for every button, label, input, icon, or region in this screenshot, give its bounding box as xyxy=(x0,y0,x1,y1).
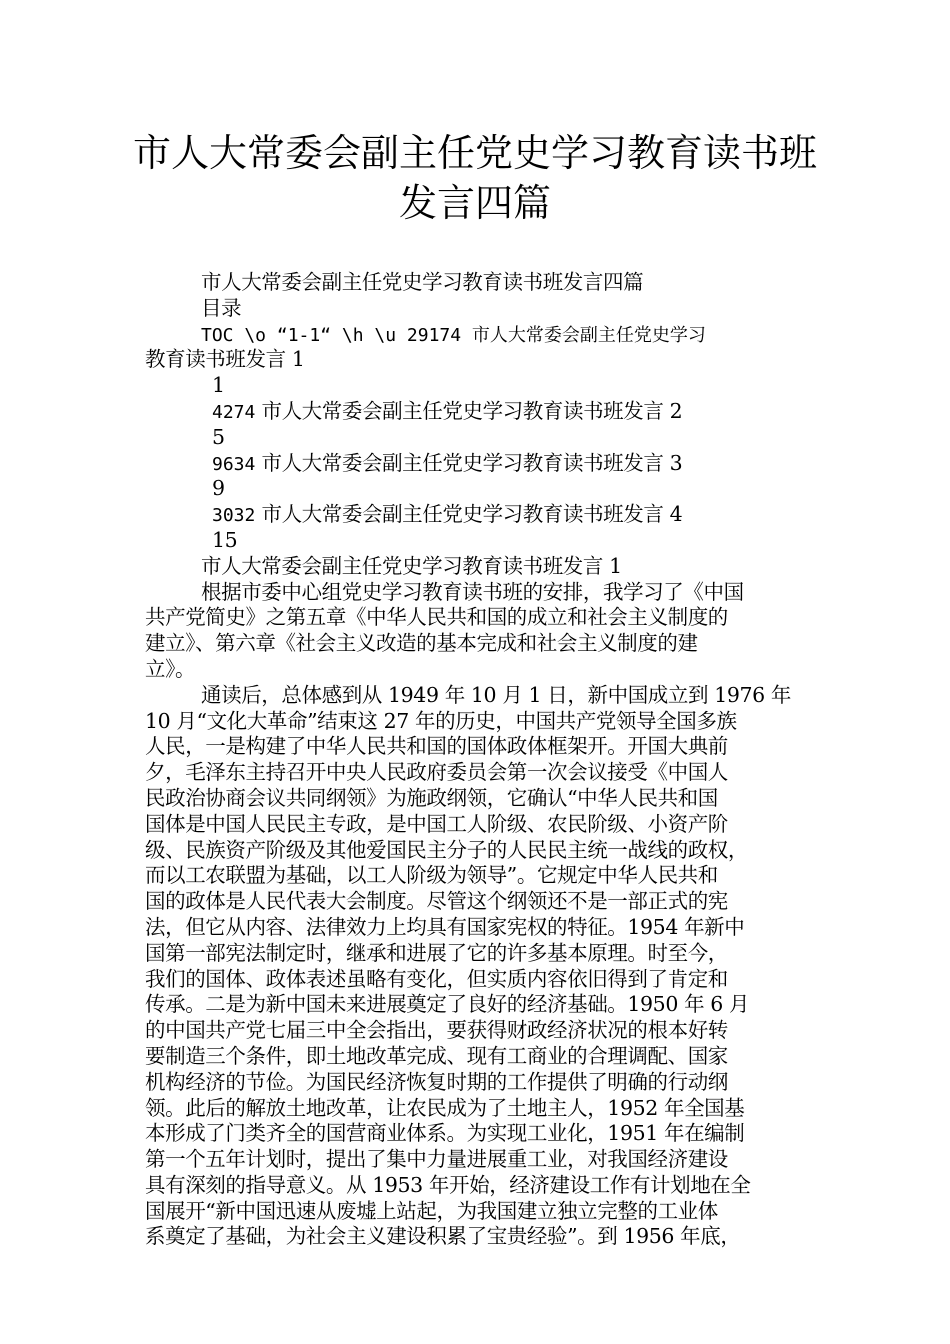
toc-field-code xyxy=(145,322,825,348)
paragraph-line: 立》。 xyxy=(145,656,196,681)
section-heading: 市人大常委会副主任党史学习教育读书班发言 1 xyxy=(201,553,622,578)
paragraph-line: 夕，毛泽东主持召开中央人民政府委员会第一次会议接受《中国人 xyxy=(145,760,728,785)
title-line-1: 市人大常委会副主任党史学习教育读书班 xyxy=(132,131,817,175)
toc-entry-text: 市人大常委会副主任党史学习教育读书班发言 2 xyxy=(261,398,683,423)
document-body xyxy=(145,270,825,1250)
paragraph-line: 国体是中国人民民主专政，是中国工人阶级、农民阶级、小资产阶 xyxy=(145,811,728,836)
paragraph-line: 建立》、第六章《社会主义改造的基本完成和社会主义制度的建 xyxy=(145,631,698,656)
toc-entry[interactable] xyxy=(145,451,825,477)
toc-entry[interactable] xyxy=(145,399,825,425)
paragraph-line: 具有深刻的指导意义。从 1953 年开始，经济建设工作有计划地在全 xyxy=(145,1172,751,1197)
paragraph-line: 第一个五年计划时，提出了集中力量进展重工业，对我国经济建设 xyxy=(145,1147,728,1172)
paragraph-line: 民政治协商会议共同纲领》为施政纲领，它确认“中华人民共和国 xyxy=(145,785,718,810)
paragraph-1 xyxy=(145,580,825,683)
document-title xyxy=(100,128,850,228)
paragraph-line: 国的政体是人民代表大会制度。尽管这个纲领还不是一部正式的宪 xyxy=(145,889,728,914)
paragraph-line: 机构经济的节俭。为国民经济恢复时期的工作提供了明确的行动纲 xyxy=(145,1069,728,1094)
paragraph-line: 国第一部宪法制定时，继承和进展了它的许多基本原理。时至今， xyxy=(145,940,728,965)
paragraph-line: 级、民族资产阶级及其他爱国民主分子的人民民主统一战线的政权， xyxy=(145,837,748,862)
paragraph-line: 法，但它从内容、法律效力上均具有国家宪权的特征。1954 年新中 xyxy=(145,914,745,939)
paragraph-line: 共产党简史》之第五章《中华人民共和国的成立和社会主义制度的 xyxy=(145,605,728,630)
paragraph-line: 10 月“文化大革命”结束这 27 年的历史，中国共产党领导全国多族 xyxy=(145,708,737,733)
paragraph-line: 系奠定了基础，为社会主义建设积累了宝贵经验”。到 1956 年底， xyxy=(145,1224,741,1249)
paragraph-line: 传承。二是为新中国未来进展奠定了良好的经济基础。1950 年 6 月 xyxy=(145,992,750,1017)
title-line-2: 发言四篇 xyxy=(398,181,551,225)
toc-entry-page[interactable]: 15 xyxy=(212,527,238,552)
toc-field-code-text: TOC \o “1-1“ \h \u 29174 市人大常委会副主任党史学习 xyxy=(201,324,706,346)
toc-field-code-cont: 教育读书班发言 1 xyxy=(145,347,305,372)
paragraph-line: 而以工农联盟为基础，以工人阶级为领导”。它规定中华人民共和 xyxy=(145,863,718,888)
paragraph-line: 要制造三个条件，即土地改革完成、现有工商业的合理调配、国家 xyxy=(145,1043,728,1068)
toc-entry-text: 市人大常委会副主任党史学习教育读书班发言 4 xyxy=(261,502,683,527)
paragraph-line: 本形成了门类齐全的国营商业体系。为实现工业化，1951 年在编制 xyxy=(145,1121,745,1146)
paragraph-line: 我们的国体、政体表述虽略有变化，但实质内容依旧得到了肯定和 xyxy=(145,966,728,991)
paragraph-line: 通读后，总体感到从 1949 年 10 月 1 日，新中国成立到 1976 年 xyxy=(201,682,791,707)
paragraph-line: 根据市委中心组党史学习教育读书班的安排，我学习了《中国 xyxy=(201,579,744,604)
toc-heading: 目录 xyxy=(201,295,242,320)
toc-entry-page[interactable]: 5 xyxy=(212,424,225,449)
toc-entry-anchor: 9634 xyxy=(212,453,256,475)
toc-entry-anchor: 4274 xyxy=(212,401,256,423)
paragraph-line: 领。此后的解放土地改革，让农民成为了土地主人，1952 年全国基 xyxy=(145,1095,745,1120)
paragraph-line: 国展开“新中国迅速从废墟上站起，为我国建立独立完整的工业体 xyxy=(145,1198,718,1223)
toc-entry-page[interactable]: 9 xyxy=(212,476,225,501)
toc-entry-anchor: 3032 xyxy=(212,505,256,527)
paragraph-line: 的中国共产党七届三中全会指出，要获得财政经济状况的根本好转 xyxy=(145,1018,728,1043)
toc-entry[interactable] xyxy=(145,502,825,528)
toc-entry-text: 市人大常委会副主任党史学习教育读书班发言 3 xyxy=(261,450,683,475)
paragraph-line: 人民，一是构建了中华人民共和国的国体政体框架开。开国大典前 xyxy=(145,734,728,759)
toc-entry-page[interactable]: 1 xyxy=(212,373,225,398)
subtitle: 市人大常委会副主任党史学习教育读书班发言四篇 xyxy=(201,270,644,294)
paragraph-2 xyxy=(145,683,825,1251)
